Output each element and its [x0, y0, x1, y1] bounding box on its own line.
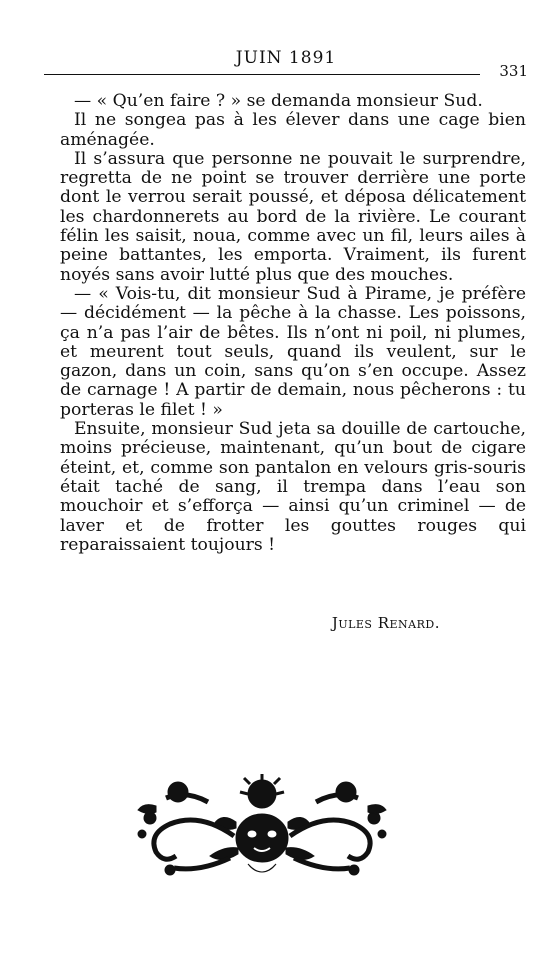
author-signature: Jules Renard. [331, 614, 440, 632]
paragraph: Ensuite, monsieur Sud jeta sa douille de cartouche, moins précieuse, maintenant, qu’un bout de cigare éteint, et, comme son pantalon en velours gris-souris était taché de sang, il trempa dans l’eau son mouchoir et s’efforça — ainsi qu’un criminel — de laver et de frotter les gouttes rouges qui reparaissaient toujours ! [60, 419, 526, 555]
header-rule [44, 74, 480, 75]
running-title: JUIN 1891 [235, 48, 337, 68]
paragraph: Il ne songea pas à les élever dans une cage bien aménagée. [60, 110, 526, 150]
paragraph: — « Vois-tu, dit monsieur Sud à Pirame, je préfère — décidément — la pêche à la chasse. Les poissons, ça n’a pas l’air de bêtes. Ils n’ont ni poil, ni plumes, et meurent tout seuls, quand ils veulent, sur le gazon, dans un coin, sans qu’on s’en occupe. Assez de carnage ! A partir de demain, nous pêcherons : tu porteras le filet ! » [60, 283, 526, 420]
floral-ornament-icon [130, 772, 394, 882]
body-text [60, 92, 526, 555]
paragraph: — « Qu’en faire ? » se demanda monsieur Sud. [74, 91, 483, 111]
page-header [44, 44, 528, 80]
page-number: 331 [499, 62, 528, 80]
paragraph: Il s’assura que personne ne pouvait le surprendre, regretta de ne point se trouver derrière une porte dont le verrou serait poussé, et déposa délicatement les chardonnerets au bord de la rivière. Le courant félin les saisit, noua, comme avec un fil, leurs ailes à peine battantes, les emporta. Vraiment, ils furent noyés sans avoir lutté plus que des mouches. [60, 148, 526, 285]
